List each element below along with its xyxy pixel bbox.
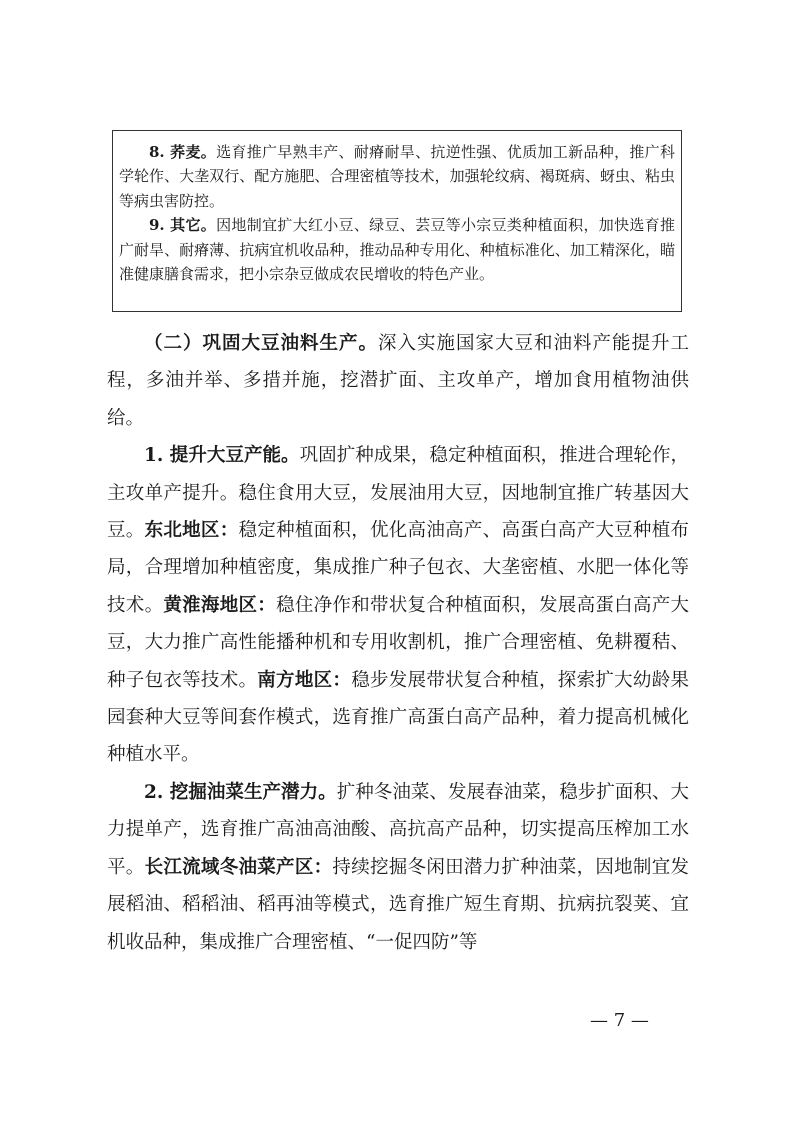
region-south: 南方地区：: [257, 669, 352, 691]
text-south: 稳步发展带状复合种植，探索扩大幼龄果园套种大豆等间套作模式，选育推广高蛋白高产品种，着力提高机械化种植水平。: [107, 669, 689, 766]
text-yangtze: 持续挖掘冬闲田潜力扩种油菜，因地制宜发展稻油、稻稻油、稻再油等模式，选育推广短生育期、抗病抗裂荚、宜机收品种，集成推广合理密植、“一促四防”等: [107, 856, 689, 953]
heading-others: 9. 其它。: [149, 216, 217, 235]
region-northeast: 东北地区：: [144, 520, 239, 542]
region-huanghuaihai: 黄淮海地区：: [163, 594, 277, 616]
text-soybean-intro: 巩固扩种成果，稳定种植面积，推进合理轮作，主攻单产提升。稳住食用大豆，发展油用大豆，因地制宜推广转基因大豆。: [107, 445, 689, 542]
heading-rapeseed: 2. 挖掘油菜生产潜力。: [144, 781, 337, 803]
paragraph-rapeseed: [107, 774, 689, 961]
text-huanghuaihai: 稳住净作和带状复合种植面积，发展高蛋白高产大豆，大力推广高性能播种机和专用收割机，推广合理密植、免耕覆秸、种子包衣等技术。: [107, 594, 689, 691]
boxed-text-section: [112, 130, 682, 312]
region-yangtze: 长江流域冬油菜产区：: [144, 856, 333, 878]
heading-buckwheat: 8. 荞麦。: [149, 143, 217, 161]
text-buckwheat: 选育推广早熟丰产、耐瘠耐旱、抗逆性强、优质加工新品种，推广科学轮作、大垄双行、配方施肥、合理密植等技术，加强轮纹病、褐斑病、蚜虫、粘虫等病虫害防控。: [119, 143, 675, 210]
heading-section-2: （二）巩固大豆油料生产。: [144, 333, 378, 354]
paragraph-soybean: [107, 437, 689, 774]
text-rapeseed-intro: 扩种冬油菜、发展春油菜，稳步扩面积、大力提单产，选育推广高油高油酸、高抗高产品种，切实提高压榨加工水平。: [107, 781, 689, 878]
heading-soybean: 1. 提升大豆产能。: [144, 445, 300, 467]
text-northeast: 稳定种植面积，优化高油高产、高蛋白高产大豆种植布局，合理增加种植密度，集成推广种子包衣、大垄密植、水肥一体化等技术。: [107, 520, 689, 616]
paragraph-others: [119, 213, 675, 286]
text-section-2: 深入实施国家大豆和油料产能提升工程，多油并举、多措并施，挖潜扩面、主攻单产，增加食用植物油供给。: [107, 333, 689, 429]
main-body: [107, 325, 689, 961]
page-number: — 7 —: [590, 1010, 649, 1031]
paragraph-buckwheat: [119, 140, 675, 213]
text-others: 因地制宜扩大红小豆、绿豆、芸豆等小宗豆类种植面积，加快选育推广耐旱、耐瘠薄、抗病宜机收品种，推动品种专用化、种植标准化、加工精深化，瞄准健康膳食需求，把小宗杂豆做成农民增收的特色产业。: [119, 216, 675, 284]
paragraph-section-2: [107, 325, 689, 437]
